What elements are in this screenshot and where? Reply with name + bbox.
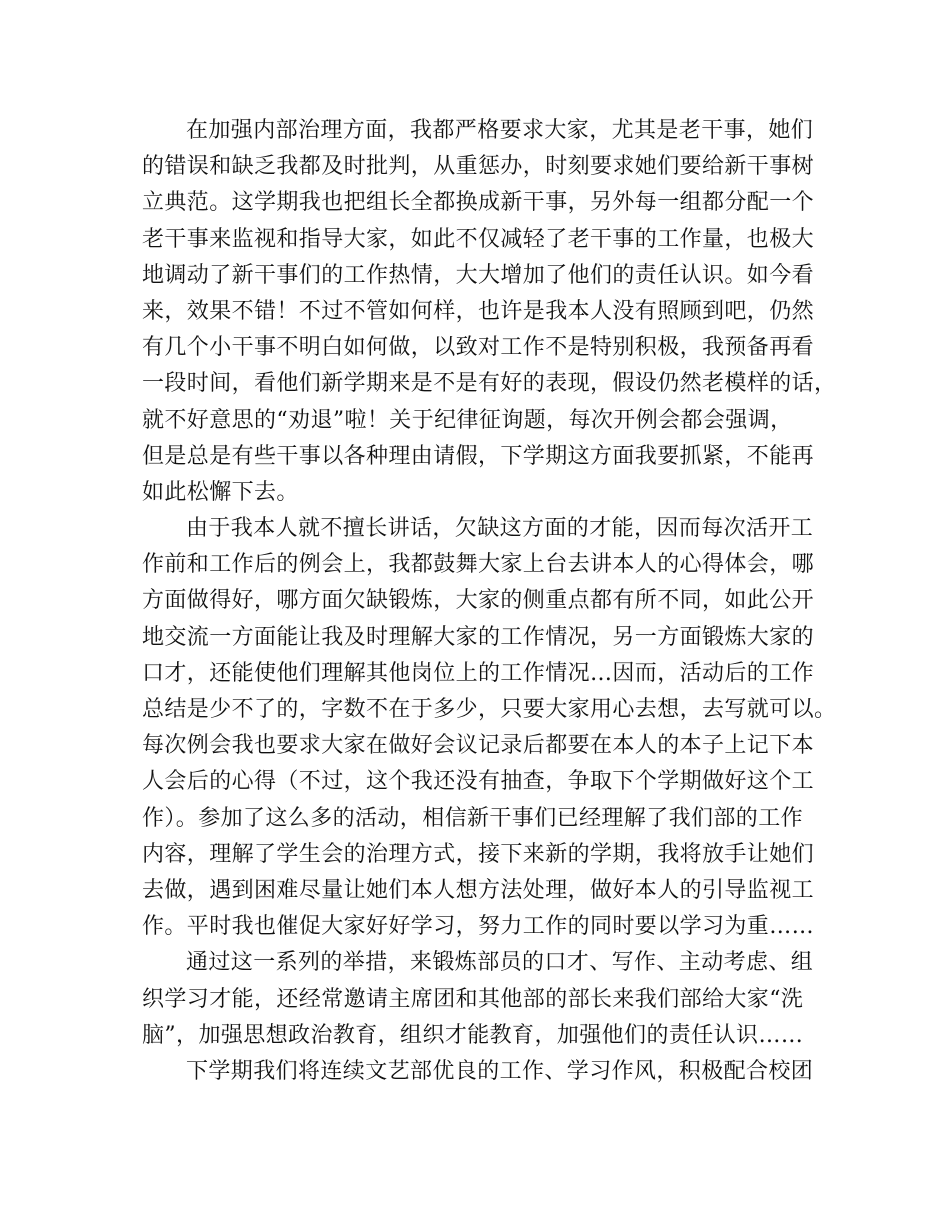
text-line: 老干事来监视和指导大家，如此不仅减轻了老干事的工作量，也极大	[142, 226, 815, 252]
text-line: 方面做得好，哪方面欠缺锻炼，大家的侧重点都有所不同，如此公开	[142, 588, 815, 614]
text-line: 地交流一方面能让我及时理解大家的工作情况，另一方面锻炼大家的	[142, 624, 815, 650]
text-line: 每次例会我也要求大家在做好会议记录后都要在本人的本子上记下本	[142, 733, 815, 759]
text-line: 立典范。这学期我也把组长全都换成新干事，另外每一组都分配一个	[142, 190, 815, 216]
text-line: 有几个小干事不明白如何做，以致对工作不是特别积极，我预备再看	[142, 335, 815, 361]
text-line: 由于我本人就不擅长讲话，欠缺这方面的才能，因而每次活开工	[186, 516, 814, 542]
text-line: 就不好意思的“劝退”啦！关于纪律征询题，每次开例会都会强调，	[142, 407, 793, 433]
text-line: 如此松懈下去。	[142, 479, 299, 505]
text-line: 脑”，加强思想政治教育，组织才能教育，加强他们的责任认识……	[142, 1022, 804, 1048]
text-line: 作前和工作后的例会上，我都鼓舞大家上台去讲本人的心得体会，哪	[142, 552, 815, 578]
text-line: 的错误和缺乏我都及时批判，从重惩办，时刻要求她们要给新干事树	[142, 154, 815, 180]
text-line: 地调动了新干事们的工作热情，大大增加了他们的责任认识。如今看	[142, 262, 815, 288]
text-line: 总结是少不了的，字数不在于多少，只要大家用心去想，去写就可以。	[142, 697, 837, 722]
text-line: 来，效果不错！不过不管如何样，也许是我本人没有照顾到吧，仍然	[142, 298, 815, 324]
text-line: 内容，理解了学生会的治理方式，接下来新的学期，我将放手让她们	[142, 841, 815, 867]
text-line: 口才，还能使他们理解其他岗位上的工作情况…因而，活动后的工作	[142, 660, 815, 686]
text-line: 但是总是有些干事以各种理由请假，下学期这方面我要抓紧，不能再	[142, 443, 815, 469]
text-line: 下学期我们将连续文艺部优良的工作、学习作风，积极配合校团	[186, 1058, 814, 1084]
text-line: 在加强内部治理方面，我都严格要求大家，尤其是老干事，她们	[186, 118, 814, 143]
text-line: 一段时间，看他们新学期来是不是有好的表现，假设仍然老模样的话，	[142, 371, 837, 397]
text-line: 人会后的心得（不过，这个我还没有抽查，争取下个学期做好这个工	[142, 769, 815, 795]
body-text	[142, 113, 837, 1090]
text-line: 织学习才能，还经常邀请主席团和其他部的部长来我们部给大家“洗	[142, 986, 804, 1012]
text-line: 去做，遇到困难尽量让她们本人想方法处理，做好本人的引导监视工	[142, 877, 815, 903]
text-line: 通过这一系列的举措，来锻炼部员的口才、写作、主动考虑、组	[186, 950, 814, 976]
text-line: 作。平时我也催促大家好好学习，努力工作的同时要以学习为重……	[142, 914, 815, 940]
text-line: 作）。参加了这么多的活动，相信新干事们已经理解了我们部的工作	[142, 805, 804, 831]
